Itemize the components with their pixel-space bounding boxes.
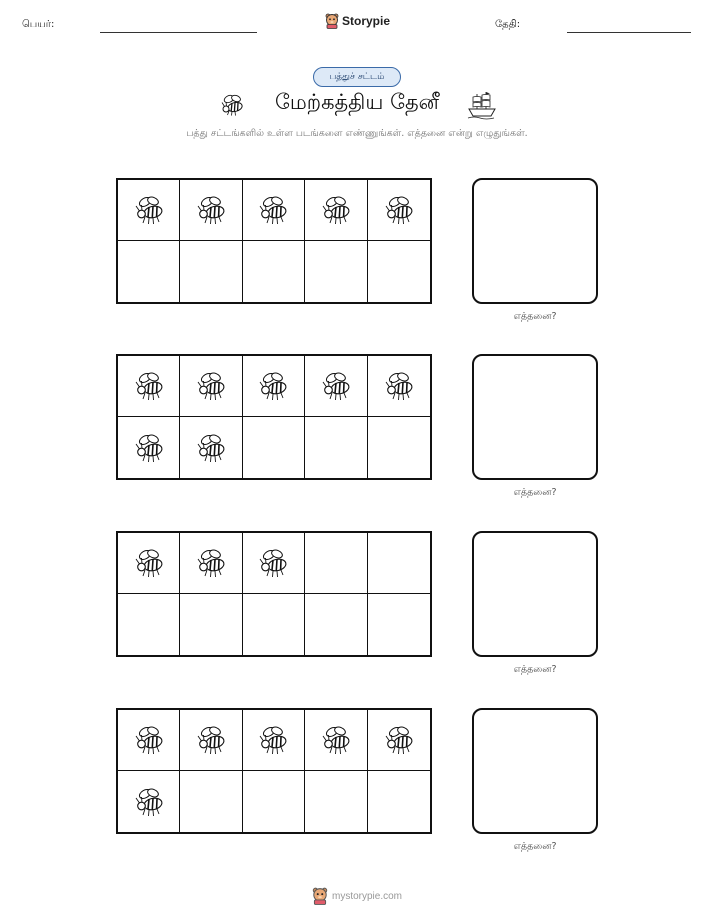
bee-icon — [255, 545, 291, 581]
ten-frame-cell — [180, 180, 242, 241]
ten-frame-cell — [305, 241, 367, 302]
ten-frame-cell — [305, 180, 367, 241]
ten-frame-cell — [118, 710, 180, 771]
answer-box[interactable] — [472, 531, 598, 657]
bee-icon — [131, 545, 167, 581]
ten-frame-cell — [118, 180, 180, 241]
answer-prompt: எத்தனை? — [513, 664, 557, 675]
ten-frame-cell — [118, 594, 180, 655]
ten-frame-cell — [118, 417, 180, 478]
answer-box[interactable] — [472, 708, 598, 834]
bee-icon — [193, 722, 229, 758]
bee-icon — [381, 368, 417, 404]
ten-frame-cell — [243, 771, 305, 832]
bee-icon — [318, 192, 354, 228]
storypie-logo-icon — [325, 13, 339, 29]
answer-prompt: எத்தனை? — [513, 311, 557, 322]
ten-frame-cell — [118, 356, 180, 417]
ten-frame-cell — [243, 533, 305, 594]
ten-frame-cell — [368, 771, 430, 832]
bee-icon — [381, 722, 417, 758]
ten-frame-cell — [368, 594, 430, 655]
date-line[interactable] — [567, 32, 691, 33]
bee-icon — [131, 430, 167, 466]
ten-frame-cell — [305, 533, 367, 594]
ten-frame-cell — [180, 771, 242, 832]
ten-frame-cell — [243, 710, 305, 771]
worksheet-type-badge — [313, 67, 401, 87]
ten-frame-cell — [368, 417, 430, 478]
ten-frame — [116, 354, 432, 480]
storypie-logo-icon — [312, 887, 328, 905]
bee-icon — [318, 368, 354, 404]
worksheet-title: மேற்கத்திய தேனீ — [274, 90, 440, 114]
answer-box[interactable] — [472, 178, 598, 304]
ten-frame-cell — [180, 594, 242, 655]
ten-frame-cell — [305, 356, 367, 417]
ten-frame-cell — [305, 771, 367, 832]
ten-frame-cell — [368, 241, 430, 302]
bee-icon — [131, 368, 167, 404]
ten-frame-cell — [118, 771, 180, 832]
ten-frame-cell — [368, 710, 430, 771]
ten-frame-cell — [243, 417, 305, 478]
bee-icon — [131, 784, 167, 820]
answer-box[interactable] — [472, 354, 598, 480]
badge-label: பத்துச் சட்டம் — [329, 71, 385, 82]
ten-frame-cell — [243, 241, 305, 302]
instructions: பத்து சட்டங்களில் உள்ள படங்களை எண்ணுங்கள். எத்தனை என்று எழுதுங்கள். — [186, 128, 528, 139]
bee-icon — [255, 192, 291, 228]
bee-icon — [193, 368, 229, 404]
ten-frame-cell — [180, 533, 242, 594]
brand-name: Storypie — [342, 14, 391, 28]
brand — [325, 13, 390, 29]
footer — [0, 887, 714, 905]
name-label: பெயர்: — [22, 19, 55, 30]
ten-frame-cell — [118, 241, 180, 302]
ten-frame-cell — [118, 533, 180, 594]
date-label: தேதி: — [495, 19, 521, 30]
answer-prompt: எத்தனை? — [513, 487, 557, 498]
ten-frame-cell — [368, 533, 430, 594]
ten-frame-cell — [180, 356, 242, 417]
name-line[interactable] — [100, 32, 257, 33]
ten-frame — [116, 531, 432, 657]
footer-site[interactable]: mystorypie.com — [331, 890, 402, 902]
ten-frame-cell — [180, 241, 242, 302]
ten-frame-cell — [305, 594, 367, 655]
ten-frame-cell — [243, 180, 305, 241]
bee-icon — [193, 545, 229, 581]
ten-frame-cell — [305, 710, 367, 771]
ten-frame-cell — [243, 356, 305, 417]
bee-icon — [318, 722, 354, 758]
bee-icon — [193, 192, 229, 228]
bee-icon — [381, 192, 417, 228]
bee-icon — [255, 722, 291, 758]
ten-frame-cell — [368, 356, 430, 417]
bee-icon — [255, 368, 291, 404]
ten-frame-cell — [243, 594, 305, 655]
ten-frame-cell — [368, 180, 430, 241]
ten-frame-cell — [305, 417, 367, 478]
bee-icon — [131, 722, 167, 758]
answer-prompt: எத்தனை? — [513, 841, 557, 852]
bee-icon — [131, 192, 167, 228]
ten-frame-cell — [180, 710, 242, 771]
bee-icon — [193, 430, 229, 466]
ship-icon — [466, 90, 498, 120]
ten-frame-cell — [180, 417, 242, 478]
ten-frame — [116, 178, 432, 304]
ten-frame — [116, 708, 432, 834]
